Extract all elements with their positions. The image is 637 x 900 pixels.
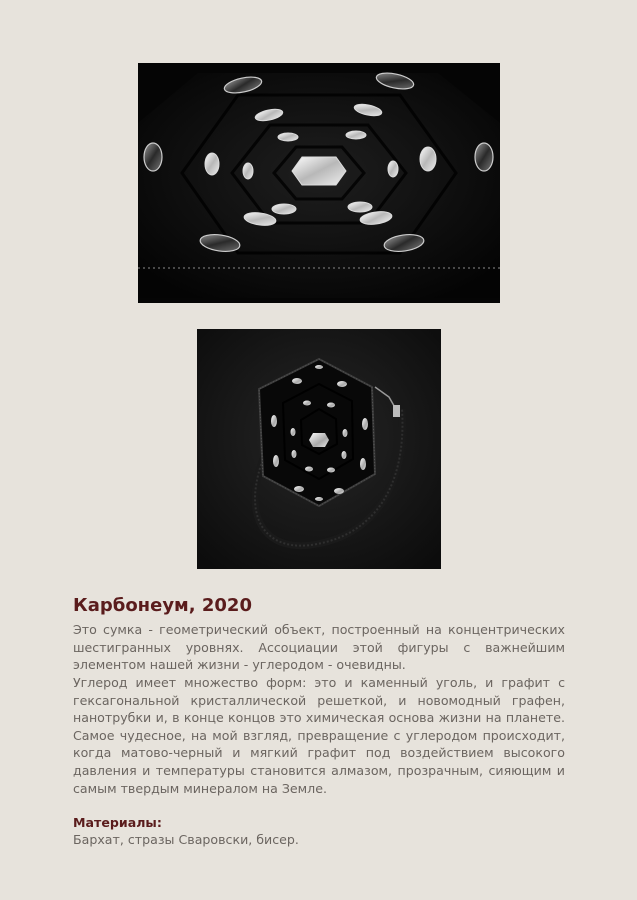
bag-full-photo — [197, 329, 441, 569]
page-title: Карбонеум, 2020 — [73, 595, 252, 616]
materials-label: Материалы: — [73, 815, 162, 830]
description-paragraph-2: Углерод имеет множество форм: это и каменный уголь, и графит с гексагональной кристаллической решеткой, и новомодный графен, нанотрубки и, в конце концов это химическая основа жизни на планете. Самое чудесное, на мой взгляд, превращение с углеродом происходит, когда матово-черный и мягкий графит под воздействием высокого давления и температуры становится алмазом, прозрачным, сияющим и самым твердым минералом на Земле. — [73, 675, 565, 796]
bag-closeup-photo — [138, 63, 500, 303]
description-paragraph-1: Это сумка - геометрический объект, построенный на концентрических шестигранных уровнях. Ассоциации этой фигуры с важнейшим элементом нашей жизни - углеродом - очевидны. — [73, 622, 565, 673]
materials-text: Бархат, стразы Сваровски, бисер. — [73, 832, 299, 847]
